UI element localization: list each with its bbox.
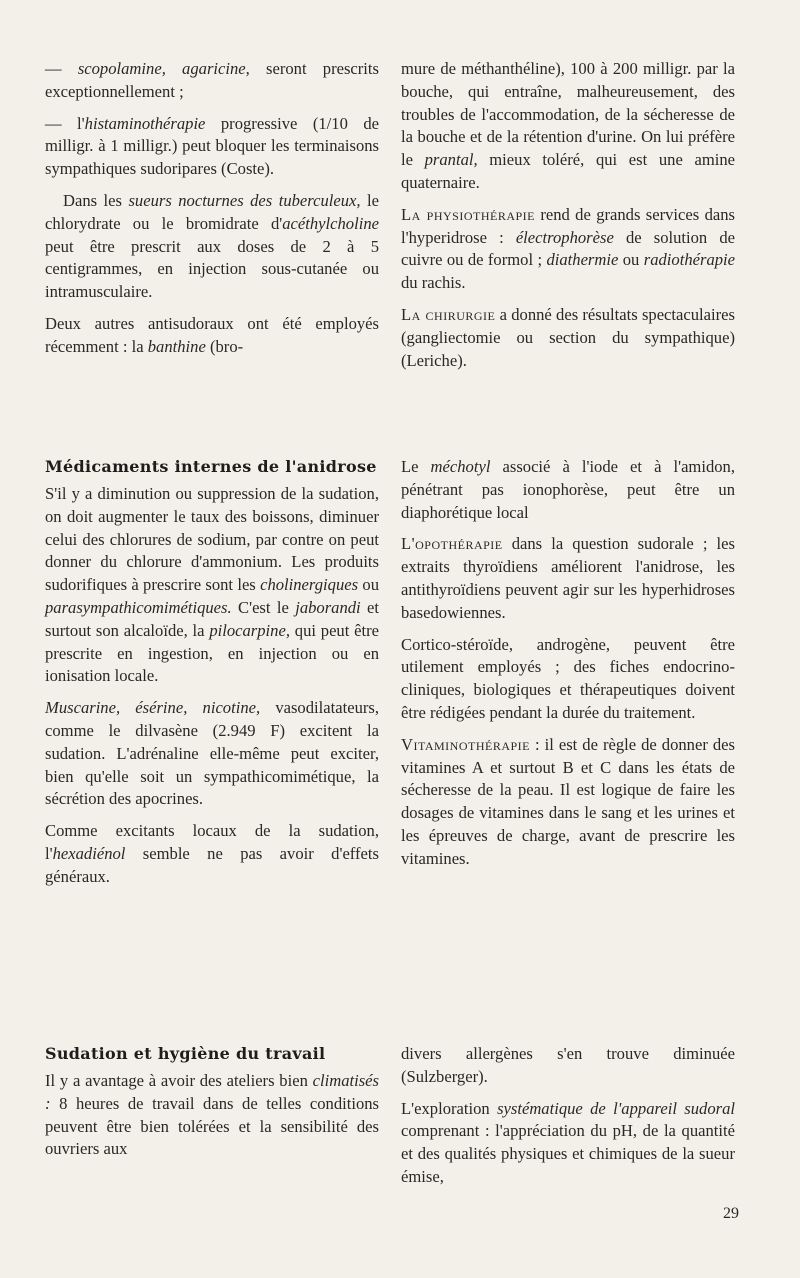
- paragraph: Vitaminothérapie : il est de règle de donner des vitamines A et surtout B et C dans les états de sécheresse de la peau. Il est logique de faire les dosages de vitamines dans le sang et les urines et les épreuves de charge, avant de prescrire les vitamines.: [401, 734, 735, 868]
- paragraph: Comme excitants locaux de la sudation, l'hexadiénol semble ne pas avoir d'effets généraux.: [45, 821, 379, 886]
- section3-right-column: [401, 1043, 735, 1198]
- page-number: 29: [723, 1205, 739, 1222]
- paragraph: La physiothérapie rend de grands services dans l'hyperidrose : électrophorèse de solution de cuivre ou de formol ; diathermie ou radiothérapie du rachis.: [401, 204, 736, 293]
- paragraph: Muscarine, ésérine, nicotine, vasodilatateurs, comme le dilvasène (2.949 F) excitent la sudation. L'adrénaline elle-même peut exciter, bien qu'elle soit un sympathicomimétique, la sécrétion des apocrines.: [45, 698, 379, 809]
- paragraph: La chirurgie a donné des résultats spectaculaires (gangliectomie ou section du sympathique) (Leriche).: [401, 304, 735, 370]
- paragraph: Dans les sueurs nocturnes des tuberculeux, le chlorydrate ou le bromidrate d'acéthylcholine peut être prescrit aux doses de 2 à 5 centigrammes, en injection sous-cutanée ou intramusculaire.: [45, 190, 380, 302]
- paragraph: Cortico-stéroïde, androgène, peuvent être utilement employés ; des fiches endocrino-cliniques, biologiques et thérapeutiques doivent être rédigées pendant la durée du traitement.: [401, 634, 735, 722]
- paragraph: Le méchotyl associé à l'iode et à l'amidon, pénétrant pas ionophorèse, peut être un diaphorétique local: [401, 457, 735, 522]
- section1-left-column: [45, 58, 379, 368]
- section-heading: Sudation et hygiène du travail: [45, 1044, 326, 1063]
- paragraph: Il y a avantage à avoir des ateliers bien climatisés : 8 heures de travail dans de telles conditions peuvent être bien tolérées et la sensibilité des ouvriers aux: [45, 1071, 379, 1159]
- section-heading: Médicaments internes de l'anidrose: [45, 457, 377, 476]
- paragraph: — l'histaminothérapie progressive (1/10 de milligr. à 1 milligr.) peut bloquer les terminaisons sympathiques sudoripares (Coste).: [45, 113, 379, 179]
- paragraph: L'opothérapie dans la question sudorale ; les extraits thyroïdiens améliorent l'anidrose, les antithyroïdiens peuvent agir sur les hyperhidroses basedowiennes.: [401, 534, 735, 622]
- paragraph: — scopolamine, agaricine, seront prescrits exceptionnellement ;: [45, 59, 379, 101]
- section2-left-column: [45, 456, 379, 898]
- section3-left-column: [45, 1043, 379, 1170]
- paragraph: mure de méthanthéline), 100 à 200 milligr. par la bouche, qui entraîne, malheureusement, des troubles de l'accommodation, de la sécheresse de la bouche et de la rétention d'urine. On lui préfère le prantal, mieux toléré, qui est une amine quaternaire.: [401, 59, 736, 192]
- section1-right-column: [401, 58, 735, 381]
- paragraph: divers allergènes s'en trouve diminuée (Sulzberger).: [401, 1044, 735, 1086]
- section2-right-column: [401, 456, 735, 880]
- paragraph: L'exploration systématique de l'appareil sudoral comprenant : l'appréciation du pH, de la quantité et des qualités physiques et chimiques de la sueur émise,: [401, 1098, 735, 1186]
- paragraph: Deux autres antisudoraux ont été employés récemment : la banthine (bro-: [45, 313, 379, 356]
- paragraph: S'il y a diminution ou suppression de la sudation, on doit augmenter le taux des boissons, diminuer celui des chlorures de sodium, par contre on peut donner du chlorure d'ammonium. Les produits sudorifiques à prescrire sont les cholinergiques ou parasympathicomimétiques. C'est le jaborandi et surtout son alcaloïde, la pilocarpine, qui peut être prescrite en ingestion, en injection ou en ionisation locale.: [45, 484, 380, 686]
